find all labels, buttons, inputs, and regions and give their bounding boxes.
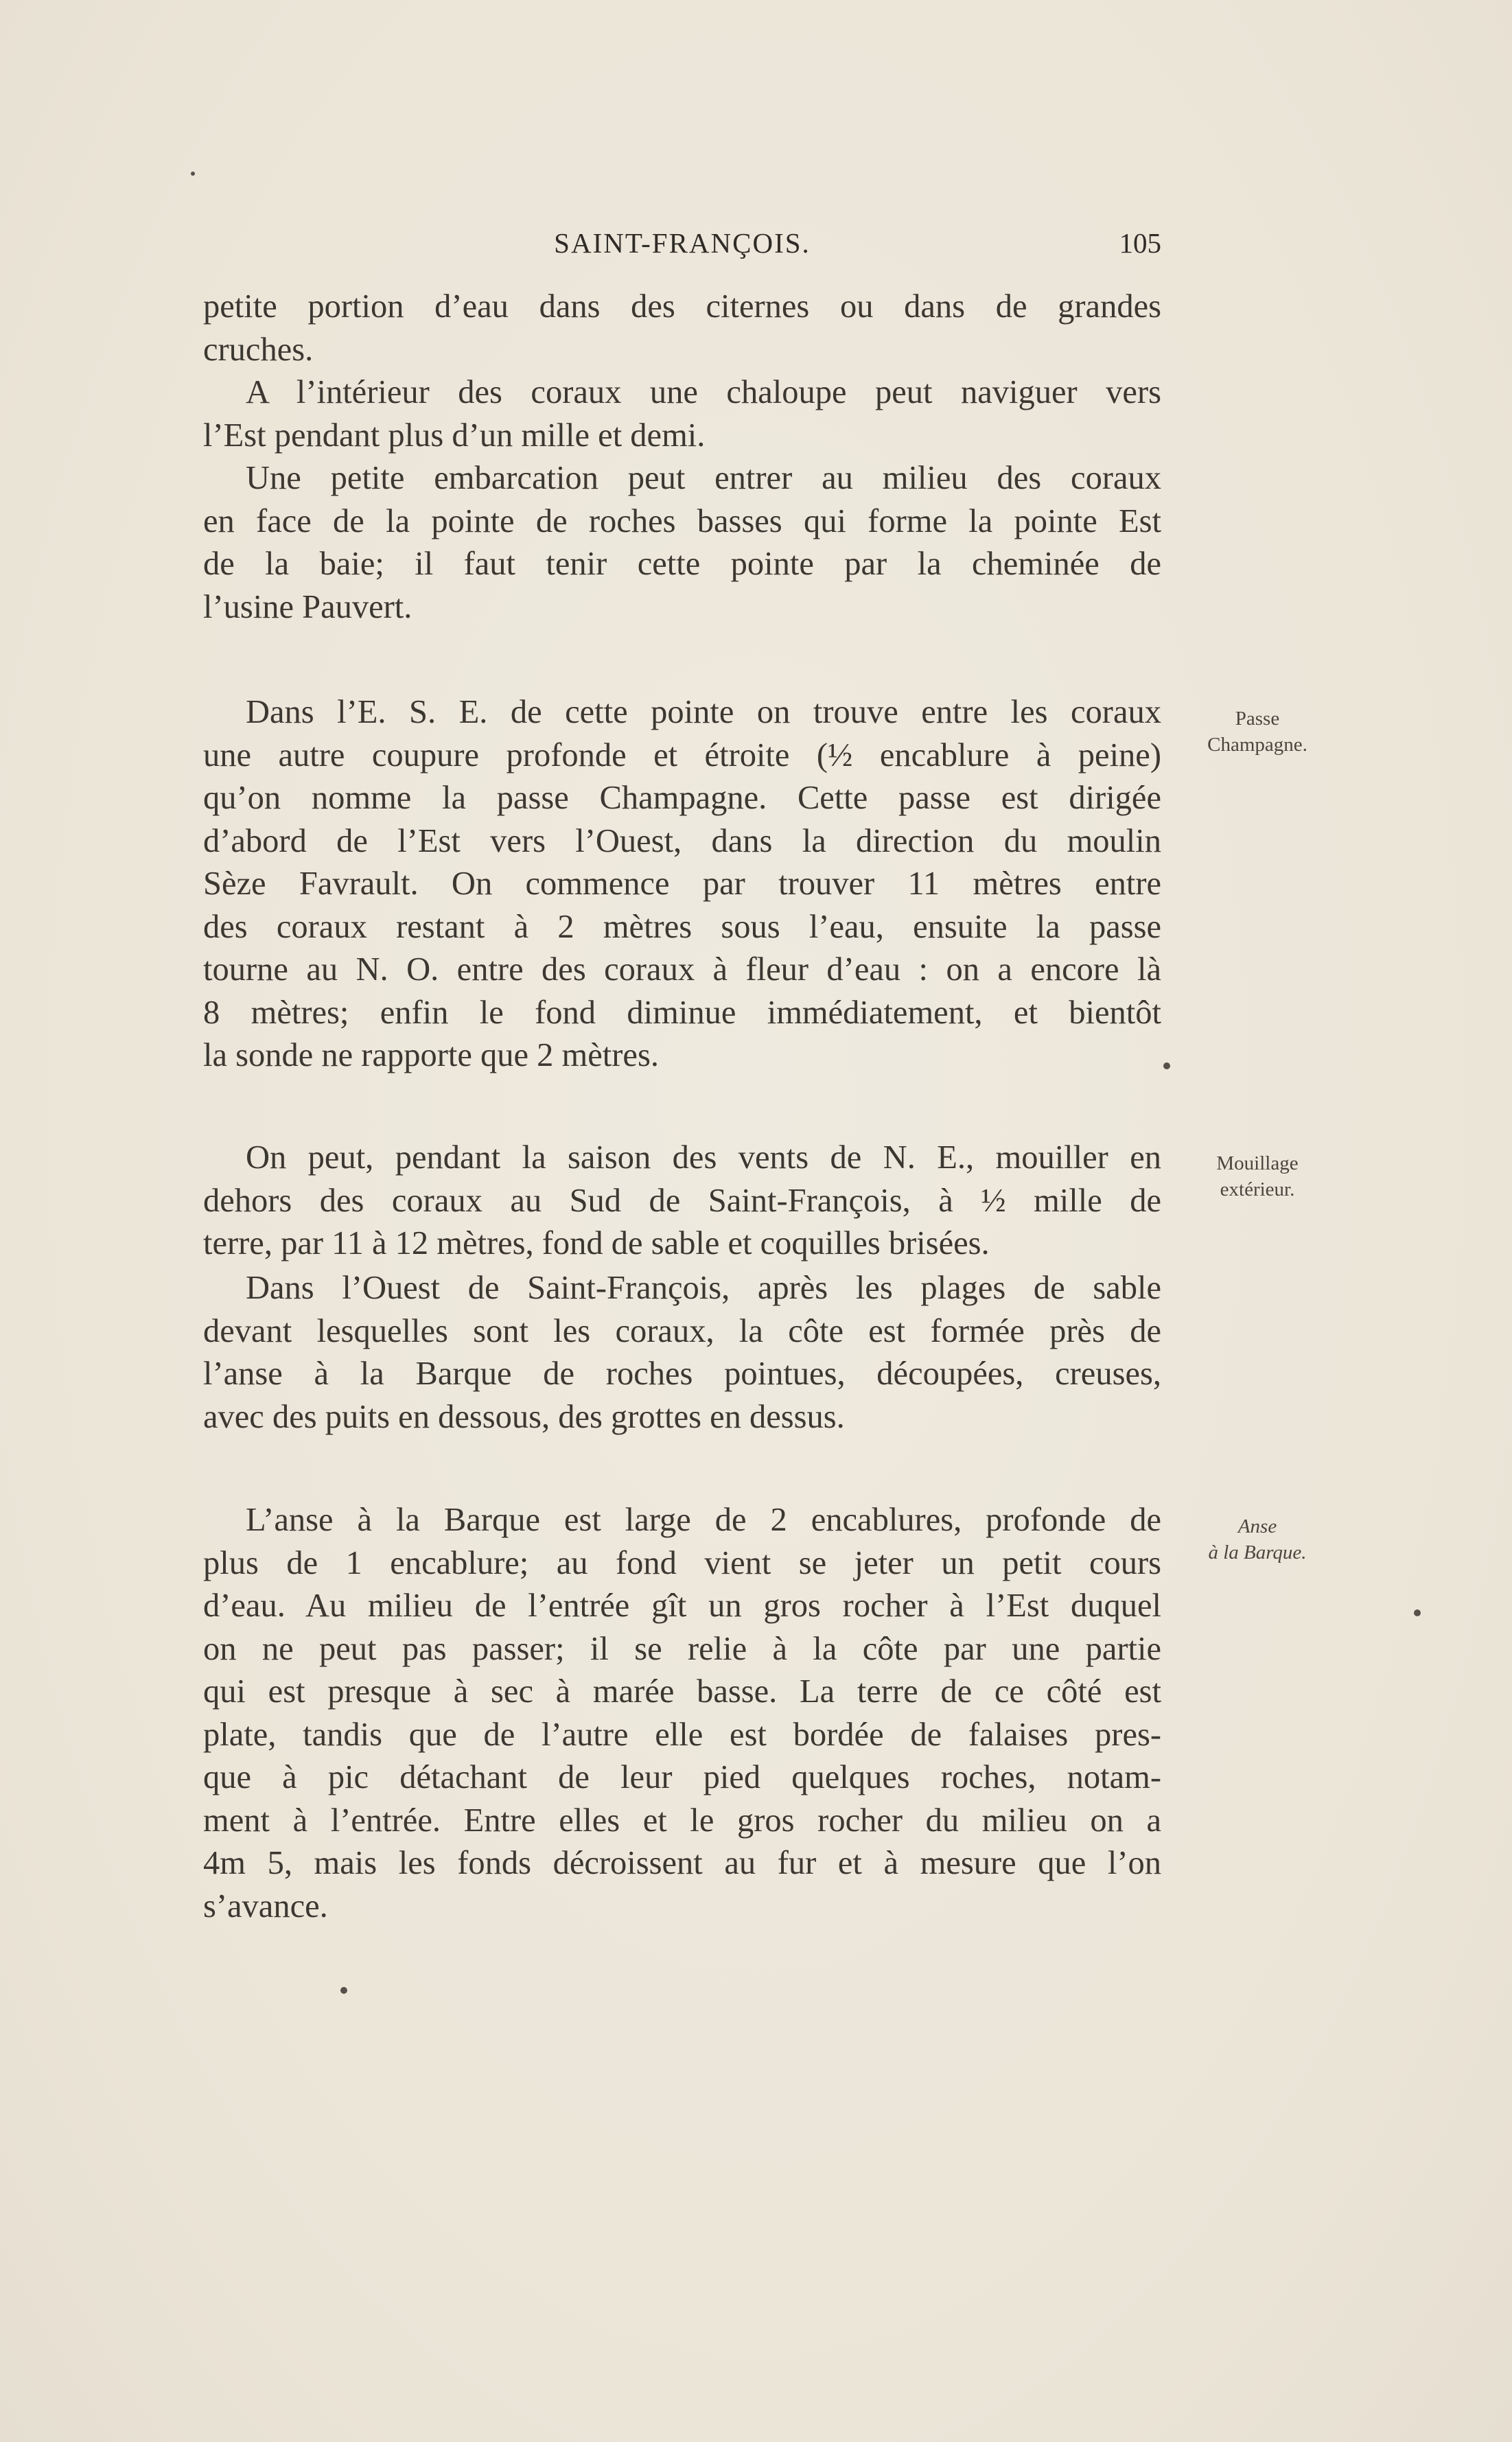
text-line: Dans l’Ouest de Saint-François, après les plages de sable xyxy=(246,1270,1161,1306)
ink-speck xyxy=(1163,1062,1170,1069)
text-line: l’anse à la Barque de roches pointues, découpées, creuses, xyxy=(203,1356,1161,1392)
text-line: dehors des coraux au Sud de Saint-François, à ½ mille de xyxy=(203,1182,1161,1219)
text-line: devant lesquelles sont les coraux, la côte est formée près de xyxy=(203,1312,1161,1349)
text-line: petite portion d’eau dans des citernes ou dans de grandes xyxy=(203,288,1161,325)
text-line: une autre coupure profonde et étroite (½ encablure à peine) xyxy=(203,736,1161,774)
text-line: cruches. xyxy=(203,331,314,368)
paragraph-1 xyxy=(203,286,1161,371)
text-line: On peut, pendant la saison des vents de N. E., mouiller en xyxy=(246,1139,1161,1176)
ink-speck xyxy=(340,1987,347,1994)
paragraph-7 xyxy=(203,1499,1161,1928)
text-line: 4m 5, mais les fonds décroissent au fur et à mesure que l’on xyxy=(203,1845,1161,1881)
margin-note-line: extérieur. xyxy=(1220,1178,1295,1200)
page-header xyxy=(203,226,1161,268)
text-line: qui est presque à sec à marée basse. La terre de ce côté est xyxy=(203,1673,1161,1710)
text-line: ment à l’entrée. Entre elles et le gros rocher du milieu on a xyxy=(203,1802,1161,1839)
paragraph-2 xyxy=(203,371,1161,457)
text-line: on ne peut pas passer; il se relie à la côte par une partie xyxy=(203,1630,1161,1667)
text-line: d’eau. Au milieu de l’entrée gît un gros rocher à l’Est duquel xyxy=(203,1588,1161,1624)
text-line: en face de la pointe de roches basses qui forme la pointe Est xyxy=(203,502,1161,539)
margin-note-line: Champagne. xyxy=(1207,734,1307,756)
text-line: d’abord de l’Est vers l’Ouest, dans la direction du moulin xyxy=(203,822,1161,859)
text-line: de la baie; il faut tenir cette pointe par la cheminée de xyxy=(203,546,1161,582)
margin-note-anse-a-la-barque xyxy=(1182,1513,1333,1566)
text-line: plate, tandis que de l’autre elle est bordée de falaises pres- xyxy=(203,1716,1161,1753)
text-line: qu’on nomme la passe Champagne. Cette passe est dirigée xyxy=(203,780,1161,816)
ink-speck xyxy=(191,172,195,176)
text-line: la sonde ne rapporte que 2 mètres. xyxy=(203,1037,659,1073)
text-line: plus de 1 encablure; au fond vient se jeter un petit cours xyxy=(203,1544,1161,1581)
running-title: SAINT-FRANÇOIS. xyxy=(554,227,811,259)
text-line: des coraux restant à 2 mètres sous l’eau, ensuite la passe xyxy=(203,908,1161,945)
text-line: tourne au N. O. entre des coraux à fleur d’eau : on a encore là xyxy=(203,951,1161,988)
text-line: l’Est pendant plus d’un mille et demi. xyxy=(203,417,706,454)
text-line: Sèze Favrault. On commence par trouver 11 mètres entre xyxy=(203,865,1161,902)
margin-note-passe-champagne xyxy=(1182,706,1333,758)
text-line: A l’intérieur des coraux une chaloupe peut naviguer vers xyxy=(246,374,1161,410)
margin-note-line: Passe xyxy=(1235,708,1280,730)
paragraph-4 xyxy=(203,691,1161,1078)
page-number: 105 xyxy=(1119,227,1161,259)
margin-note-line: à la Barque. xyxy=(1208,1542,1307,1563)
text-line: l’usine Pauvert. xyxy=(203,588,412,625)
paragraph-5 xyxy=(203,1137,1161,1266)
paragraph-6 xyxy=(203,1267,1161,1439)
text-line: 8 mètres; enfin le fond diminue immédiatement, et bientôt xyxy=(203,994,1161,1031)
margin-note-mouillage-exterieur xyxy=(1182,1150,1333,1202)
text-line: Dans l’E. S. E. de cette pointe on trouve entre les coraux xyxy=(246,694,1161,730)
ink-speck xyxy=(1414,1609,1421,1616)
text-line: s’avance. xyxy=(203,1887,328,1924)
text-line: L’anse à la Barque est large de 2 encablures, profonde de xyxy=(246,1502,1161,1538)
margin-note-line: Mouillage xyxy=(1216,1152,1299,1174)
text-line: avec des puits en dessous, des grottes en dessus. xyxy=(203,1398,845,1435)
text-line: Une petite embarcation peut entrer au milieu des coraux xyxy=(246,460,1161,496)
margin-note-line: Anse xyxy=(1237,1515,1277,1537)
text-line: terre, par 11 à 12 mètres, fond de sable et coquilles brisées. xyxy=(203,1225,990,1261)
paragraph-3 xyxy=(203,457,1161,629)
text-line: que à pic détachant de leur pied quelques roches, notam- xyxy=(203,1759,1161,1795)
